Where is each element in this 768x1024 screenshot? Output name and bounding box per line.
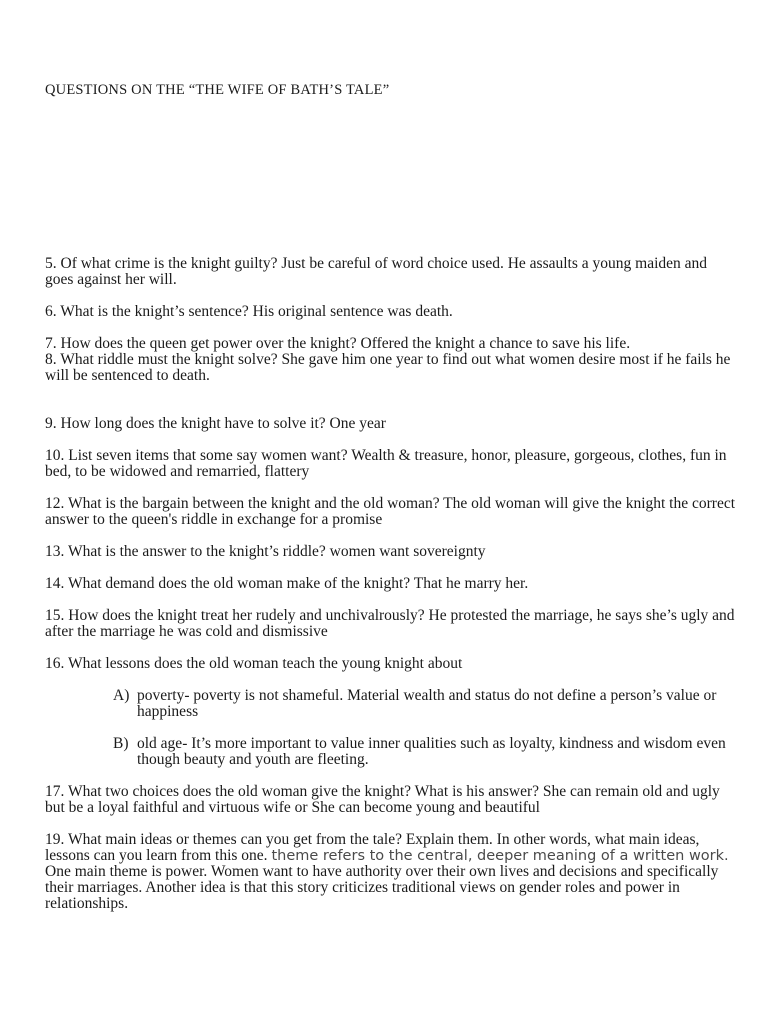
answer-b-text: old age- It’s more important to value inner qualities such as loyalty, kindness and wisdom even though beauty and youth are fleeting. [137, 735, 726, 768]
question-5: 5. Of what crime is the knight guilty? Just be careful of word choice used. He assaults a young maiden and goes against her will. [45, 255, 708, 288]
question-15: 15. How does the knight treat her rudely and unchivalrously? He protested the marriage, he says she’s ugly and after the marriage he was cold and dismissive [45, 607, 735, 640]
question-7: 7. How does the queen get power over the knight? Offered the knight a chance to save his life. [45, 335, 631, 352]
question-6: 6. What is the knight’s sentence? His original sentence was death. [45, 303, 453, 320]
theme-definition: theme refers to the central, deeper meaning of a written work. [271, 848, 729, 864]
question-8: 8. What riddle must the knight solve? She gave him one year to find out what women desire most if he fails he will be sentenced to death. [45, 351, 731, 384]
question-10: 10. List seven items that some say women want? Wealth & treasure, honor, pleasure, gorgeous, clothes, fun in bed, to be widowed and remarried, flattery [45, 447, 727, 480]
question-16-answer-a [45, 688, 735, 720]
question-9: 9. How long does the knight have to solve it? One year [45, 415, 386, 432]
list-marker-b: B) [113, 735, 129, 752]
list-marker-a: A) [113, 687, 130, 704]
page-title: QUESTIONS ON THE “THE WIFE OF BATH’S TALE” [45, 82, 390, 98]
question-13: 13. What is the answer to the knight’s riddle? women want sovereignty [45, 543, 486, 560]
answer-a-text: poverty- poverty is not shameful. Material wealth and status do not define a person’s value or happiness [137, 687, 717, 720]
question-19-answer: One main theme is power. Women want to have authority over their own lives and decisions and specifically their marriages. Another idea is that this story criticizes traditional views on gender roles and power in relationships. [45, 863, 719, 912]
question-19-text: 19. What main ideas or themes can you get from the tale? Explain them. In other words, what main ideas, lessons can you learn from this one. [45, 831, 700, 864]
question-16-answer-b [45, 736, 735, 768]
question-16: 16. What lessons does the old woman teach the young knight about [45, 655, 463, 672]
questions-list [45, 256, 735, 928]
question-17: 17. What two choices does the old woman give the knight? What is his answer? She can remain old and ugly but be a loyal faithful and virtuous wife or She can become young and beautiful [45, 783, 720, 816]
question-14: 14. What demand does the old woman make of the knight? That he marry her. [45, 575, 529, 592]
question-12: 12. What is the bargain between the knight and the old woman? The old woman will give the knight the correct answer to the queen's riddle in exchange for a promise [45, 495, 736, 528]
question-19 [45, 832, 735, 912]
